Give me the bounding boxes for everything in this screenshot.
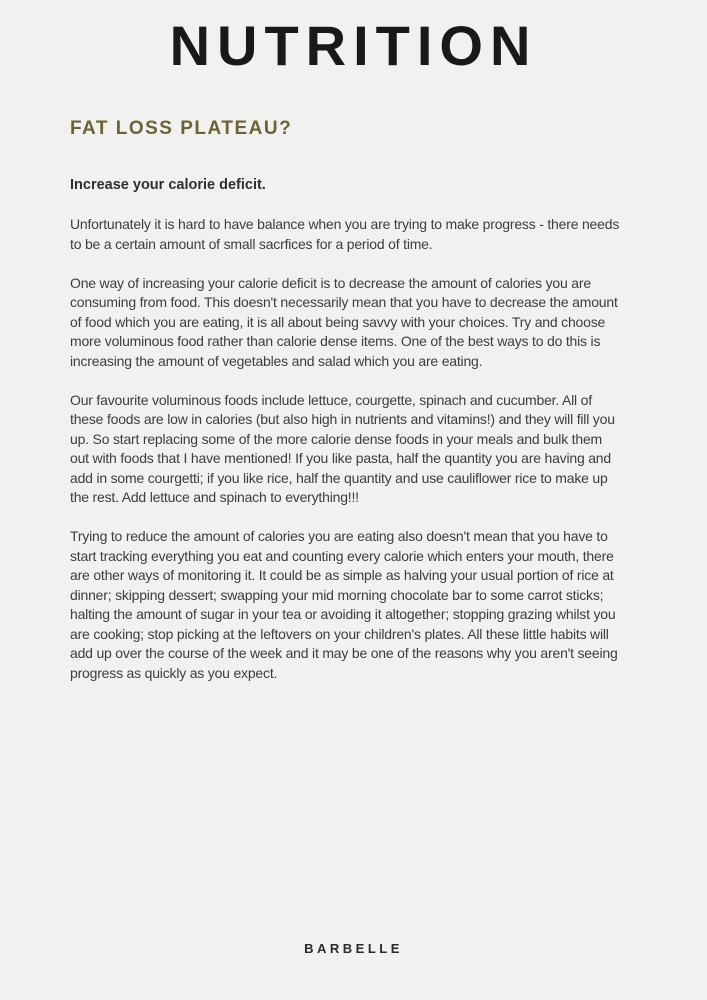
paragraph-1: Unfortunately it is hard to have balance when you are trying to make progress - there needs to be a certain amount of small sacrfices for a period of time. (70, 216, 620, 252)
page-header (0, 0, 707, 78)
page-footer (0, 941, 707, 956)
paragraph-2: One way of increasing your calorie deficit is to decrease the amount of calories you are consuming from food. This doesn't necessarily mean that you have to decrease the amount of food which you are eating, it is all about being savvy with your choices. Try and choose more voluminous food rather than calorie dense items. One of the best ways to do this is increasing the amount of vegetables and salad which you are eating. (70, 274, 618, 369)
article-content (70, 118, 620, 683)
article-heading: FAT LOSS PLATEAU? (70, 118, 293, 140)
paragraph-4: Trying to reduce the amount of calories you are eating also doesn't mean that you have to start tracking everything you eat and counting every calorie which enters your mouth, there are other ways of monitoring it. It could be as simple as halving your usual portion of rice at dinner; skipping dessert; swapping your mid morning chocolate bar to some carrot sticks; halting the amount of sugar in your tea or avoiding it altogether; stopping grazing whilst you are cooking; stop picking at the leftovers on your children's plates. All these little habits will add up over the course of the week and it may be one of the reasons why you aren't seeing progress as quickly as you expect. (70, 528, 618, 681)
article-lead: Increase your calorie deficit. (70, 177, 266, 194)
paragraph-3: Our favourite voluminous foods include lettuce, courgette, spinach and cucumber. All of these foods are low in calories (but also high in nutrients and vitamins!) and they will fill you up. So start replacing some of the more calorie dense foods in your meals and bulk them out with foods that I have mentioned! If you like pasta, half the quantity you are having and add in some courgetti; if you like rice, half the quantity and use cauliflower rice to make up the rest. Add lettuce and spinach to everything!!! (70, 391, 615, 506)
page-title: NUTRITION (169, 14, 538, 77)
brand-wordmark: BARBELLE (304, 941, 403, 956)
